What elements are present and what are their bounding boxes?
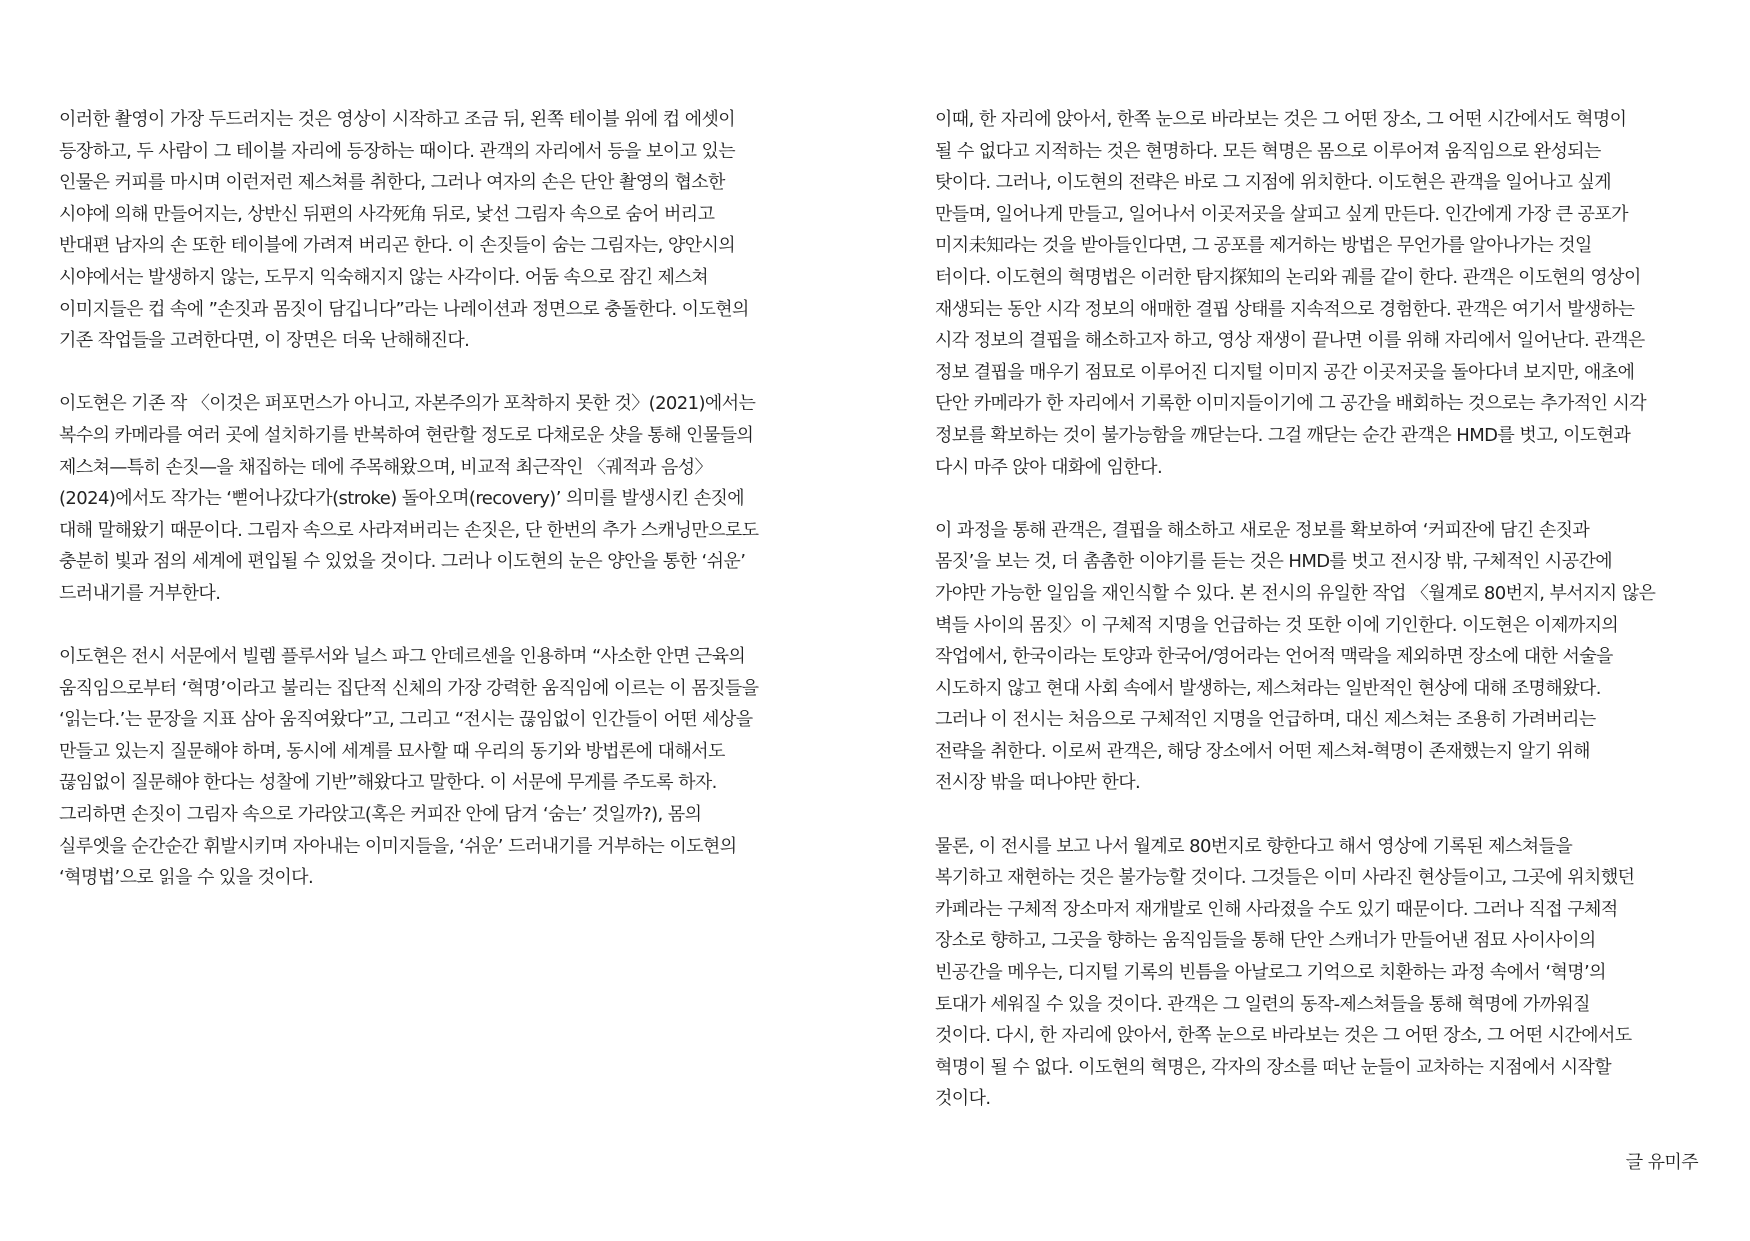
text-line: 토대가 세워질 수 있을 것이다. 관객은 그 일련의 동작-제스쳐들을 통해 혁명에 가까워질	[935, 993, 1590, 1015]
text-line: 움직임으로부터 ‘혁명’이라고 불리는 집단적 신체의 가장 강력한 움직임에 이르는 이 몸짓들을	[59, 677, 759, 699]
text-line: 전략을 취한다. 이로써 관객은, 해당 장소에서 어떤 제스쳐-혁명이 존재했는지 알기 위해	[935, 740, 1590, 762]
text-line: 전시장 밖을 떠나야만 한다.	[935, 772, 1141, 794]
text-line: 제스쳐—특히 손짓—을 채집하는 데에 주목해왔으며, 비교적 최근작인 〈궤적과 음성〉	[59, 456, 712, 478]
text-line: ‘혁명법’으로 읽을 수 있을 것이다.	[59, 867, 314, 889]
paragraph	[935, 831, 1705, 1115]
text-line: 인물은 커피를 마시며 이런저런 제스쳐를 취한다, 그러나 여자의 손은 단안 촬영의 협소한	[59, 172, 725, 194]
text-line: 그리하면 손짓이 그림자 속으로 가라앉고(혹은 커피잔 안에 담겨 ‘숨는’ 것일까?), 몸의	[59, 804, 702, 826]
text-line: 것이다.	[935, 1088, 991, 1110]
right-text-column	[935, 104, 1705, 1147]
text-line: 이때, 한 자리에 앉아서, 한쪽 눈으로 바라보는 것은 그 어떤 장소, 그 어떤 시간에서도 혁명이	[935, 109, 1627, 130]
left-text-column	[59, 104, 829, 925]
text-line: 될 수 없다고 지적하는 것은 현명하다. 모든 혁명은 몸으로 이루어져 움직임으로 완성되는	[935, 140, 1601, 162]
text-line: 이도현은 전시 서문에서 빌렘 플루서와 닐스 파그 안데르센을 인용하며 “사소한 안면 근육의	[59, 646, 746, 668]
text-line: 이러한 촬영이 가장 두드러지는 것은 영상이 시작하고 조금 뒤, 왼쪽 테이블 위에 컵 에셋이	[59, 109, 736, 130]
text-line: 작업에서, 한국이라는 토양과 한국어/영어라는 언어적 맥락을 제외하면 장소에 대한 서술을	[935, 646, 1613, 668]
text-line: 다시 마주 앉아 대화에 임한다.	[935, 456, 1163, 478]
paragraph	[935, 515, 1705, 799]
text-line: 끊임없이 질문해야 한다는 성찰에 기반”해왔다고 말한다. 이 서문에 무게를 주도록 하자.	[59, 772, 717, 794]
text-line: 탓이다. 그러나, 이도현의 전략은 바로 그 지점에 위치한다. 이도현은 관객을 일어나고 싶게	[935, 172, 1612, 194]
text-line: 카페라는 구체적 장소마저 재개발로 인해 사라졌을 수도 있기 때문이다. 그러나 직접 구체적	[935, 898, 1618, 920]
text-line: 물론, 이 전시를 보고 나서 월계로 80번지로 향한다고 해서 영상에 기록된 제스쳐들을	[935, 835, 1573, 857]
text-line: 복수의 카메라를 여러 곳에 설치하기를 반복하여 현란할 정도로 다채로운 샷을 통해 인물들의	[59, 424, 754, 446]
text-line: 장소로 향하고, 그곳을 향하는 움직임들을 통해 단안 스캐너가 만들어낸 점묘 사이사이의	[935, 930, 1596, 952]
text-line: 몸짓’을 보는 것, 더 촘촘한 이야기를 듣는 것은 HMD를 벗고 전시장 밖, 구체적인 시공간에	[935, 551, 1613, 573]
paragraph	[935, 104, 1705, 483]
text-line: 재생되는 동안 시각 정보의 애매한 결핍 상태를 지속적으로 경험한다. 관객은 여기서 발생하는	[935, 298, 1635, 320]
text-line: (2024)에서도 작가는 ‘뻗어나갔다가(stroke) 돌아오며(recovery)’ 의미를 발생시킨 손짓에	[59, 488, 745, 510]
text-line: 실루엣을 순간순간 휘발시키며 자아내는 이미지들을, ‘쉬운’ 드러내기를 거부하는 이도현의	[59, 835, 737, 857]
paragraph	[59, 641, 829, 894]
text-line: 기존 작업들을 고려한다면, 이 장면은 더욱 난해해진다.	[59, 330, 470, 352]
text-line: 터이다. 이도현의 혁명법은 이러한 탐지探知의 논리와 궤를 같이 한다. 관객은 이도현의 영상이	[935, 266, 1641, 288]
paragraph	[59, 104, 829, 357]
text-line: 이도현은 기존 작 〈이것은 퍼포먼스가 아니고, 자본주의가 포착하지 못한 것〉(2021)에서는	[59, 393, 756, 415]
text-line: 충분히 빛과 점의 세계에 편입될 수 있었을 것이다. 그러나 이도현의 눈은 양안을 통한 ‘쉬운’	[59, 551, 746, 573]
text-line: 벽들 사이의 몸짓〉이 구체적 지명을 언급하는 것 또한 이에 기인한다. 이도현은 이제까지의	[935, 614, 1619, 636]
text-line: 시야에 의해 만들어지는, 상반신 뒤편의 사각死角 뒤로, 낯선 그림자 속으로 숨어 버리고	[59, 203, 715, 225]
text-line: 만들며, 일어나게 만들고, 일어나서 이곳저곳을 살피고 싶게 만든다. 인간에게 가장 큰 공포가	[935, 203, 1628, 225]
text-line: 정보 결핍을 매우기 점묘로 이루어진 디지털 이미지 공간 이곳저곳을 돌아다녀 보지만, 애초에	[935, 361, 1635, 383]
text-line: 것이다. 다시, 한 자리에 앉아서, 한쪽 눈으로 바라보는 것은 그 어떤 장소, 그 어떤 시간에서도	[935, 1025, 1632, 1047]
text-line: 그러나 이 전시는 처음으로 구체적인 지명을 언급하며, 대신 제스쳐는 조용히 가려버리는	[935, 709, 1596, 731]
text-line: 시야에서는 발생하지 않는, 도무지 익숙해지지 않는 사각이다. 어둠 속으로 잠긴 제스쳐	[59, 266, 709, 288]
text-line: 복기하고 재현하는 것은 불가능할 것이다. 그것들은 이미 사라진 현상들이고, 그곳에 위치했던	[935, 867, 1635, 889]
text-line: 이미지들은 컵 속에 ”손짓과 몸짓이 담깁니다”라는 나레이션과 정면으로 충돌한다. 이도현의	[59, 298, 749, 320]
text-line: 미지未知라는 것을 받아들인다면, 그 공포를 제거하는 방법은 무언가를 알아나가는 것일	[935, 235, 1592, 257]
text-line: 이 과정을 통해 관객은, 결핍을 해소하고 새로운 정보를 확보하여 ‘커피잔에 담긴 손짓과	[935, 519, 1590, 541]
paragraph	[59, 388, 829, 609]
text-line: 시도하지 않고 현대 사회 속에서 발생하는, 제스쳐라는 일반적인 현상에 대해 조명해왔다.	[935, 677, 1601, 699]
text-line: 빈공간을 메우는, 디지털 기록의 빈틈을 아날로그 기억으로 치환하는 과정 속에서 ‘혁명’의	[935, 962, 1606, 984]
text-line: 대해 말해왔기 때문이다. 그림자 속으로 사라져버리는 손짓은, 단 한번의 추가 스캐닝만으로도	[59, 519, 759, 541]
author-signature: 글 유미주	[1625, 1152, 1698, 1173]
text-line: 반대편 남자의 손 또한 테이블에 가려져 버리곤 한다. 이 손짓들이 숨는 그림자는, 양안시의	[59, 235, 736, 257]
text-line: 등장하고, 두 사람이 그 테이블 자리에 등장하는 때이다. 관객의 자리에서 등을 보이고 있는	[59, 140, 736, 162]
text-line: ‘읽는다.’는 문장을 지표 삼아 움직여왔다”고, 그리고 “전시는 끊임없이 인간들이 어떤 세상을	[59, 709, 753, 731]
text-line: 만들고 있는지 질문해야 하며, 동시에 세계를 묘사할 때 우리의 동기와 방법론에 대해서도	[59, 740, 725, 762]
text-line: 가야만 가능한 일임을 재인식할 수 있다. 본 전시의 유일한 작업 〈월계로 80번지, 부서지지 않은	[935, 582, 1656, 604]
text-line: 혁명이 될 수 없다. 이도현의 혁명은, 각자의 장소를 떠난 눈들이 교차하는 지점에서 시작할	[935, 1056, 1612, 1078]
text-line: 시각 정보의 결핍을 해소하고자 하고, 영상 재생이 끝나면 이를 위해 자리에서 일어난다. 관객은	[935, 330, 1645, 352]
text-line: 정보를 확보하는 것이 불가능함을 깨닫는다. 그걸 깨닫는 순간 관객은 HMD를 벗고, 이도현과	[935, 424, 1631, 446]
text-line: 단안 카메라가 한 자리에서 기록한 이미지들이기에 그 공간을 배회하는 것으로는 추가적인 시각	[935, 393, 1647, 415]
text-line: 드러내기를 거부한다.	[59, 582, 221, 604]
